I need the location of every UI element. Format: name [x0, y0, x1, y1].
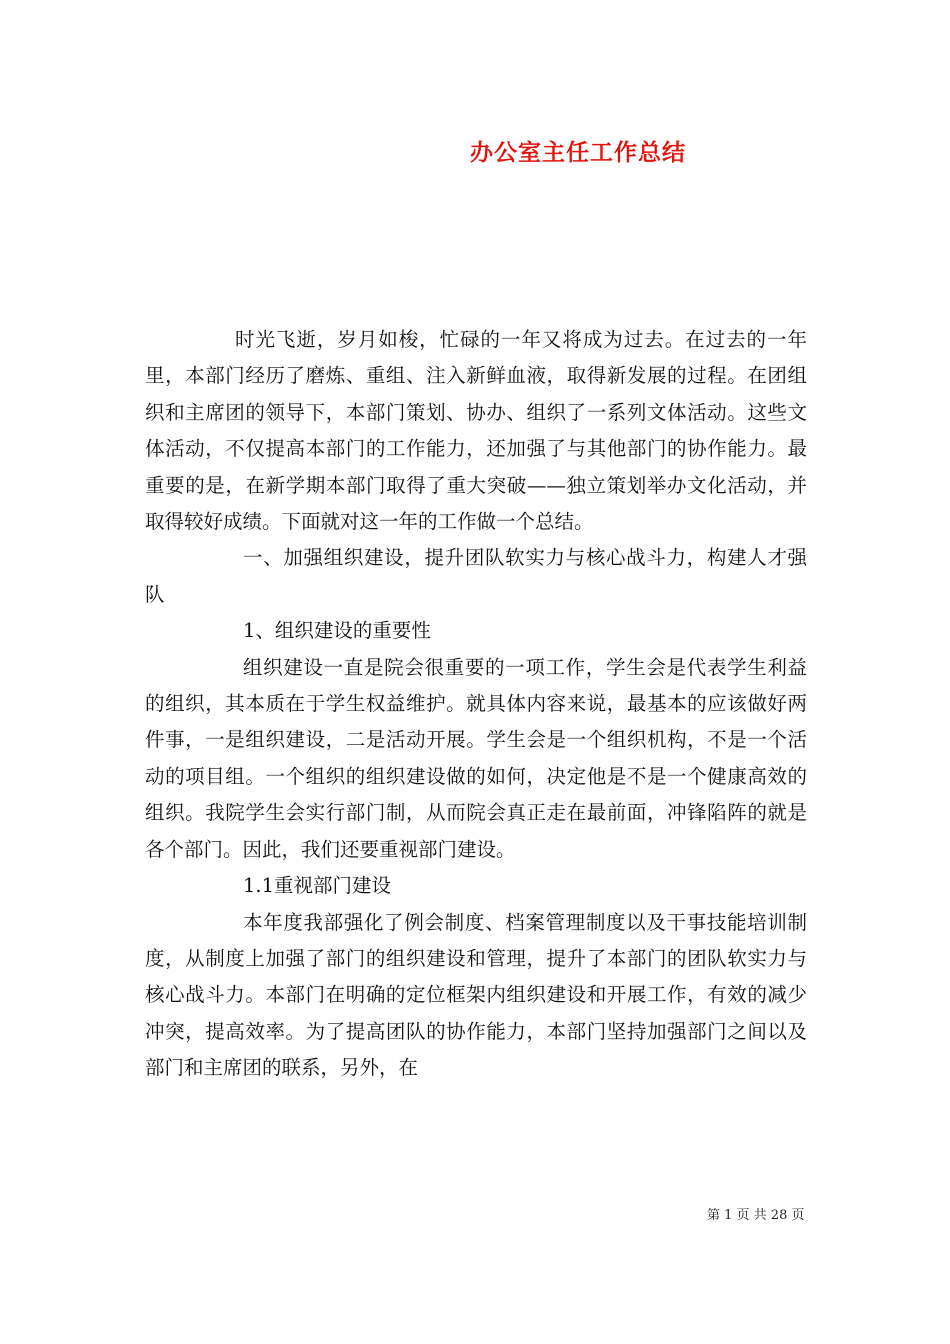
paragraph-department: 本年度我部强化了例会制度、档案管理制度以及干事技能培训制度，从制度上加强了部门的组织建设和管理，提升了本部门的团队软实力与核心战斗力。本部门在明确的定位框架内组织建设和开展工作，有效的减少冲突，提高效率。为了提高团队的协作能力，本部门坚持加强部门之间以及部门和主席团的联系，另外，在	[145, 910, 807, 1080]
paragraph-intro: 时光飞逝，岁月如梭，忙碌的一年又将成为过去。在过去的一年里，本部门经历了磨炼、重组、注入新鲜血液，取得新发展的过程。在团组织和主席团的领导下，本部门策划、协办、组织了一系列文体活动。这些文体活动，不仅提高本部门的工作能力，还加强了与其他部门的协作能力。最重要的是，在新学期本部门取得了重大突破——独立策划举办文化活动，并取得较好成绩。下面就对这一年的工作做一个总结。	[145, 328, 807, 534]
subsection-heading-1: 1、组织建设的重要性	[243, 619, 431, 643]
document-body	[145, 322, 807, 1087]
page-number: 第 1 页 共 28 页	[707, 1208, 805, 1223]
subsection-heading-1-1: 1.1重视部门建设	[243, 874, 392, 898]
paragraph-organization: 组织建设一直是院会很重要的一项工作，学生会是代表学生利益的组织，其本质在于学生权益维护。就具体内容来说，最基本的应该做好两件事，一是组织建设，二是活动开展。学生会是一个组织机构，不是一个活动的项目组。一个组织的组织建设做的如何，决定他是不是一个健康高效的组织。我院学生会实行部门制，从而院会真正走在最前面，冲锋陷阵的就是各个部门。因此，我们还要重视部门建设。	[145, 655, 807, 861]
section-heading-1: 一、加强组织建设，提升团队软实力与核心战斗力，构建人才强队	[145, 546, 807, 606]
document-title: 办公室主任工作总结	[470, 139, 686, 166]
